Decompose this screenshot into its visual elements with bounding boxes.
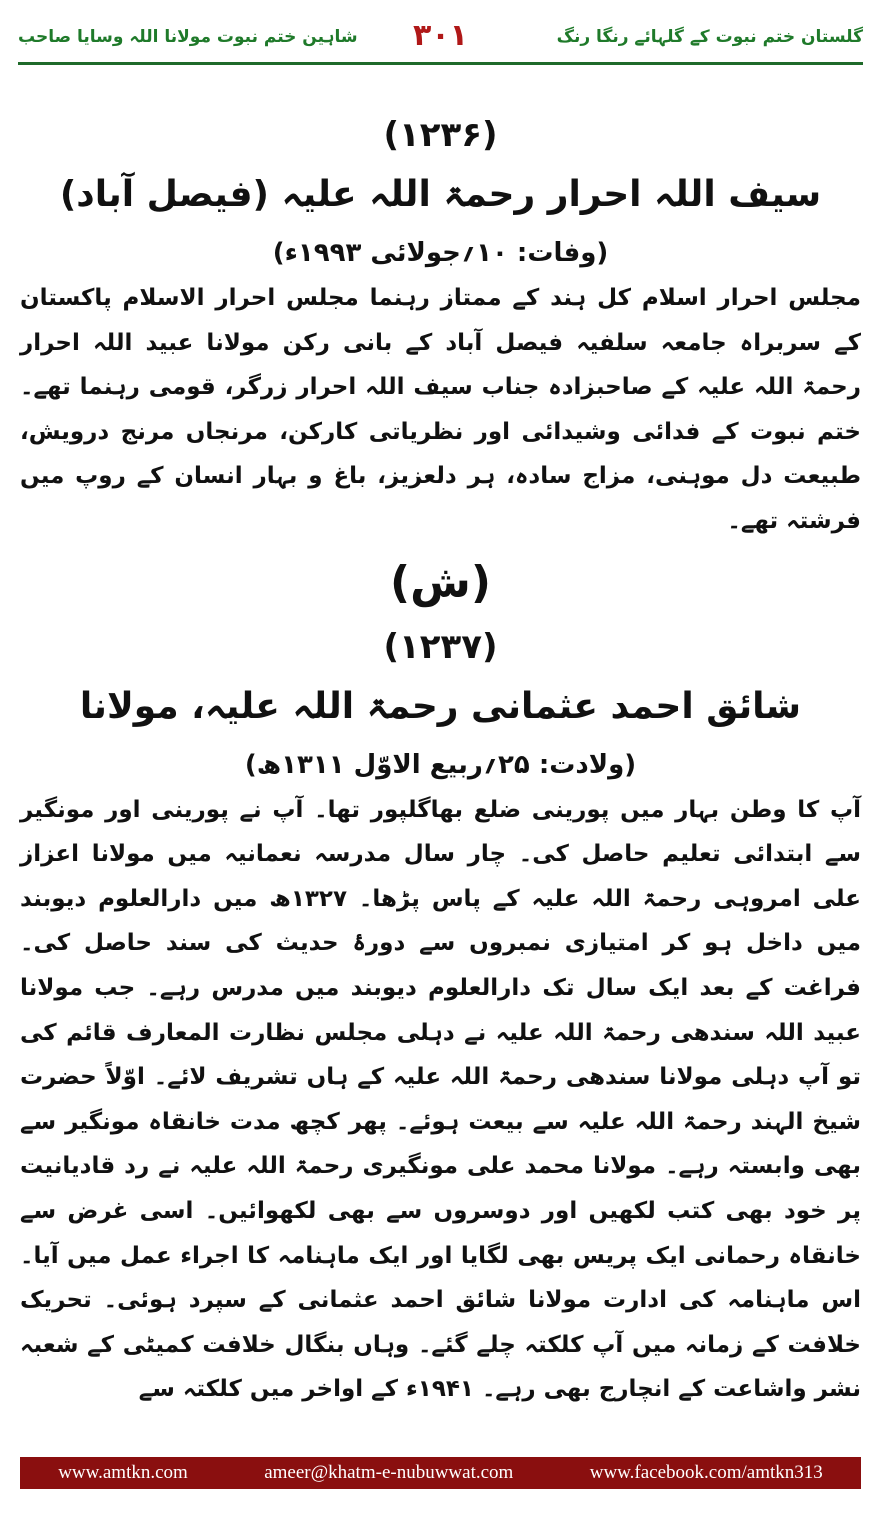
facebook-link[interactable]: www.facebook.com/amtkn313 [589, 1462, 823, 1483]
entry-number: (۱۲۳۷) [383, 626, 498, 667]
page-header [18, 18, 863, 65]
book-title: گلستان ختم نبوت کے گلہائے رنگا رنگ [556, 27, 863, 47]
entry-number: (۱۲۳۶) [383, 115, 498, 155]
author-name: شاہین ختم نبوت مولانا اللہ وسایا صاحب [18, 27, 358, 47]
website-link[interactable]: www.amtkn.com [58, 1462, 188, 1483]
page-footer [20, 1457, 861, 1489]
page-content [20, 110, 861, 1412]
entry-title: شائق احمد عثمانی رحمۃ اللہ علیہ، مولانا [79, 685, 802, 727]
entry-paragraph: مجلس احرار اسلام کل ہند کے ممتاز رہنما مجلس احرار الاسلام پاکستان کے سربراہ جامعہ سلفیہ فیصل آباد کے بانی رکن مولانا عبید اللہ احرار رحمۃ اللہ علیہ کے صاحبزادہ جناب سیف اللہ احرار زرگر، قومی رہنما تھے۔ ختم نبوت کے فدائی وشیدائی اور نظریاتی کارکن، مرنجاں مرنج درویش، طبیعت دل موہنی، مزاج سادہ، ہر دلعزیز، باغ و بہار انسان کے روپ میں فرشتہ تھے۔ [20, 285, 862, 534]
entry-dates: (وفات: ۱۰؍جولائی ۱۹۹۳ء) [272, 238, 609, 268]
entry-paragraph: آپ کا وطن بہار میں پورینی ضلع بھاگلپور تھا۔ آپ نے پورینی اور مونگیر سے ابتدائی تعلیم حاصل کی۔ چار سال مدرسہ نعمانیہ میں مولانا اعزاز علی امروہی رحمۃ اللہ علیہ کے پاس پڑھا۔ ۱۳۲۷ھ میں دارالعلوم دیوبند میں داخل ہو کر امتیازی نمبروں سے دورۂ حدیث کی سند حاصل کی۔ فراغت کے بعد ایک سال تک دارالعلوم دیوبند میں مدرس رہے۔ جب مولانا عبید اللہ سندھی رحمۃ اللہ علیہ نے دہلی مجلس نظارت المعارف قائم کی تو آپ دہلی مولانا سندھی رحمۃ اللہ علیہ کے ہاں تشریف لائے۔ اوّلاً حضرت شیخ الہند رحمۃ اللہ علیہ سے بیعت ہوئے۔ پھر کچھ مدت خانقاہ مونگیر سے بھی وابستہ رہے۔ مولانا محمد علی مونگیری رحمۃ اللہ علیہ نے رد قادیانیت پر خود بھی کتب لکھیں اور دوسروں سے بھی لکھوائیں۔ اسی غرض سے خانقاہ رحمانی ایک پریس بھی لگایا اور ایک ماہنامہ کا اجراء عمل میں آیا۔ اس ماہنامہ کی ادارت مولانا شائق احمد عثمانی کے سپرد ہوئی۔ تحریک خلافت کے زمانہ میں آپ کلکتہ چلے گئے۔ وہاں بنگال خلافت کمیٹی کے شعبہ نشر واشاعت کے انچارج بھی رہے۔ ۱۹۴۱ء کے اواخر میں کلکتہ سے [20, 796, 861, 1403]
page-number: ۳۰۱ [413, 18, 468, 53]
section-separator: (ش) [390, 556, 491, 608]
entry-title: سیف اللہ احرار رحمۃ اللہ علیہ (فیصل آباد) [59, 174, 822, 215]
entry-dates: (ولادت: ۲۵؍ربیع الاوّل ۱۳۱۱ھ) [244, 749, 637, 780]
entry-1237 [20, 622, 861, 1412]
email-link[interactable]: ameer@khatm-e-nubuwwat.com [264, 1462, 514, 1483]
entry-1236 [20, 110, 861, 544]
